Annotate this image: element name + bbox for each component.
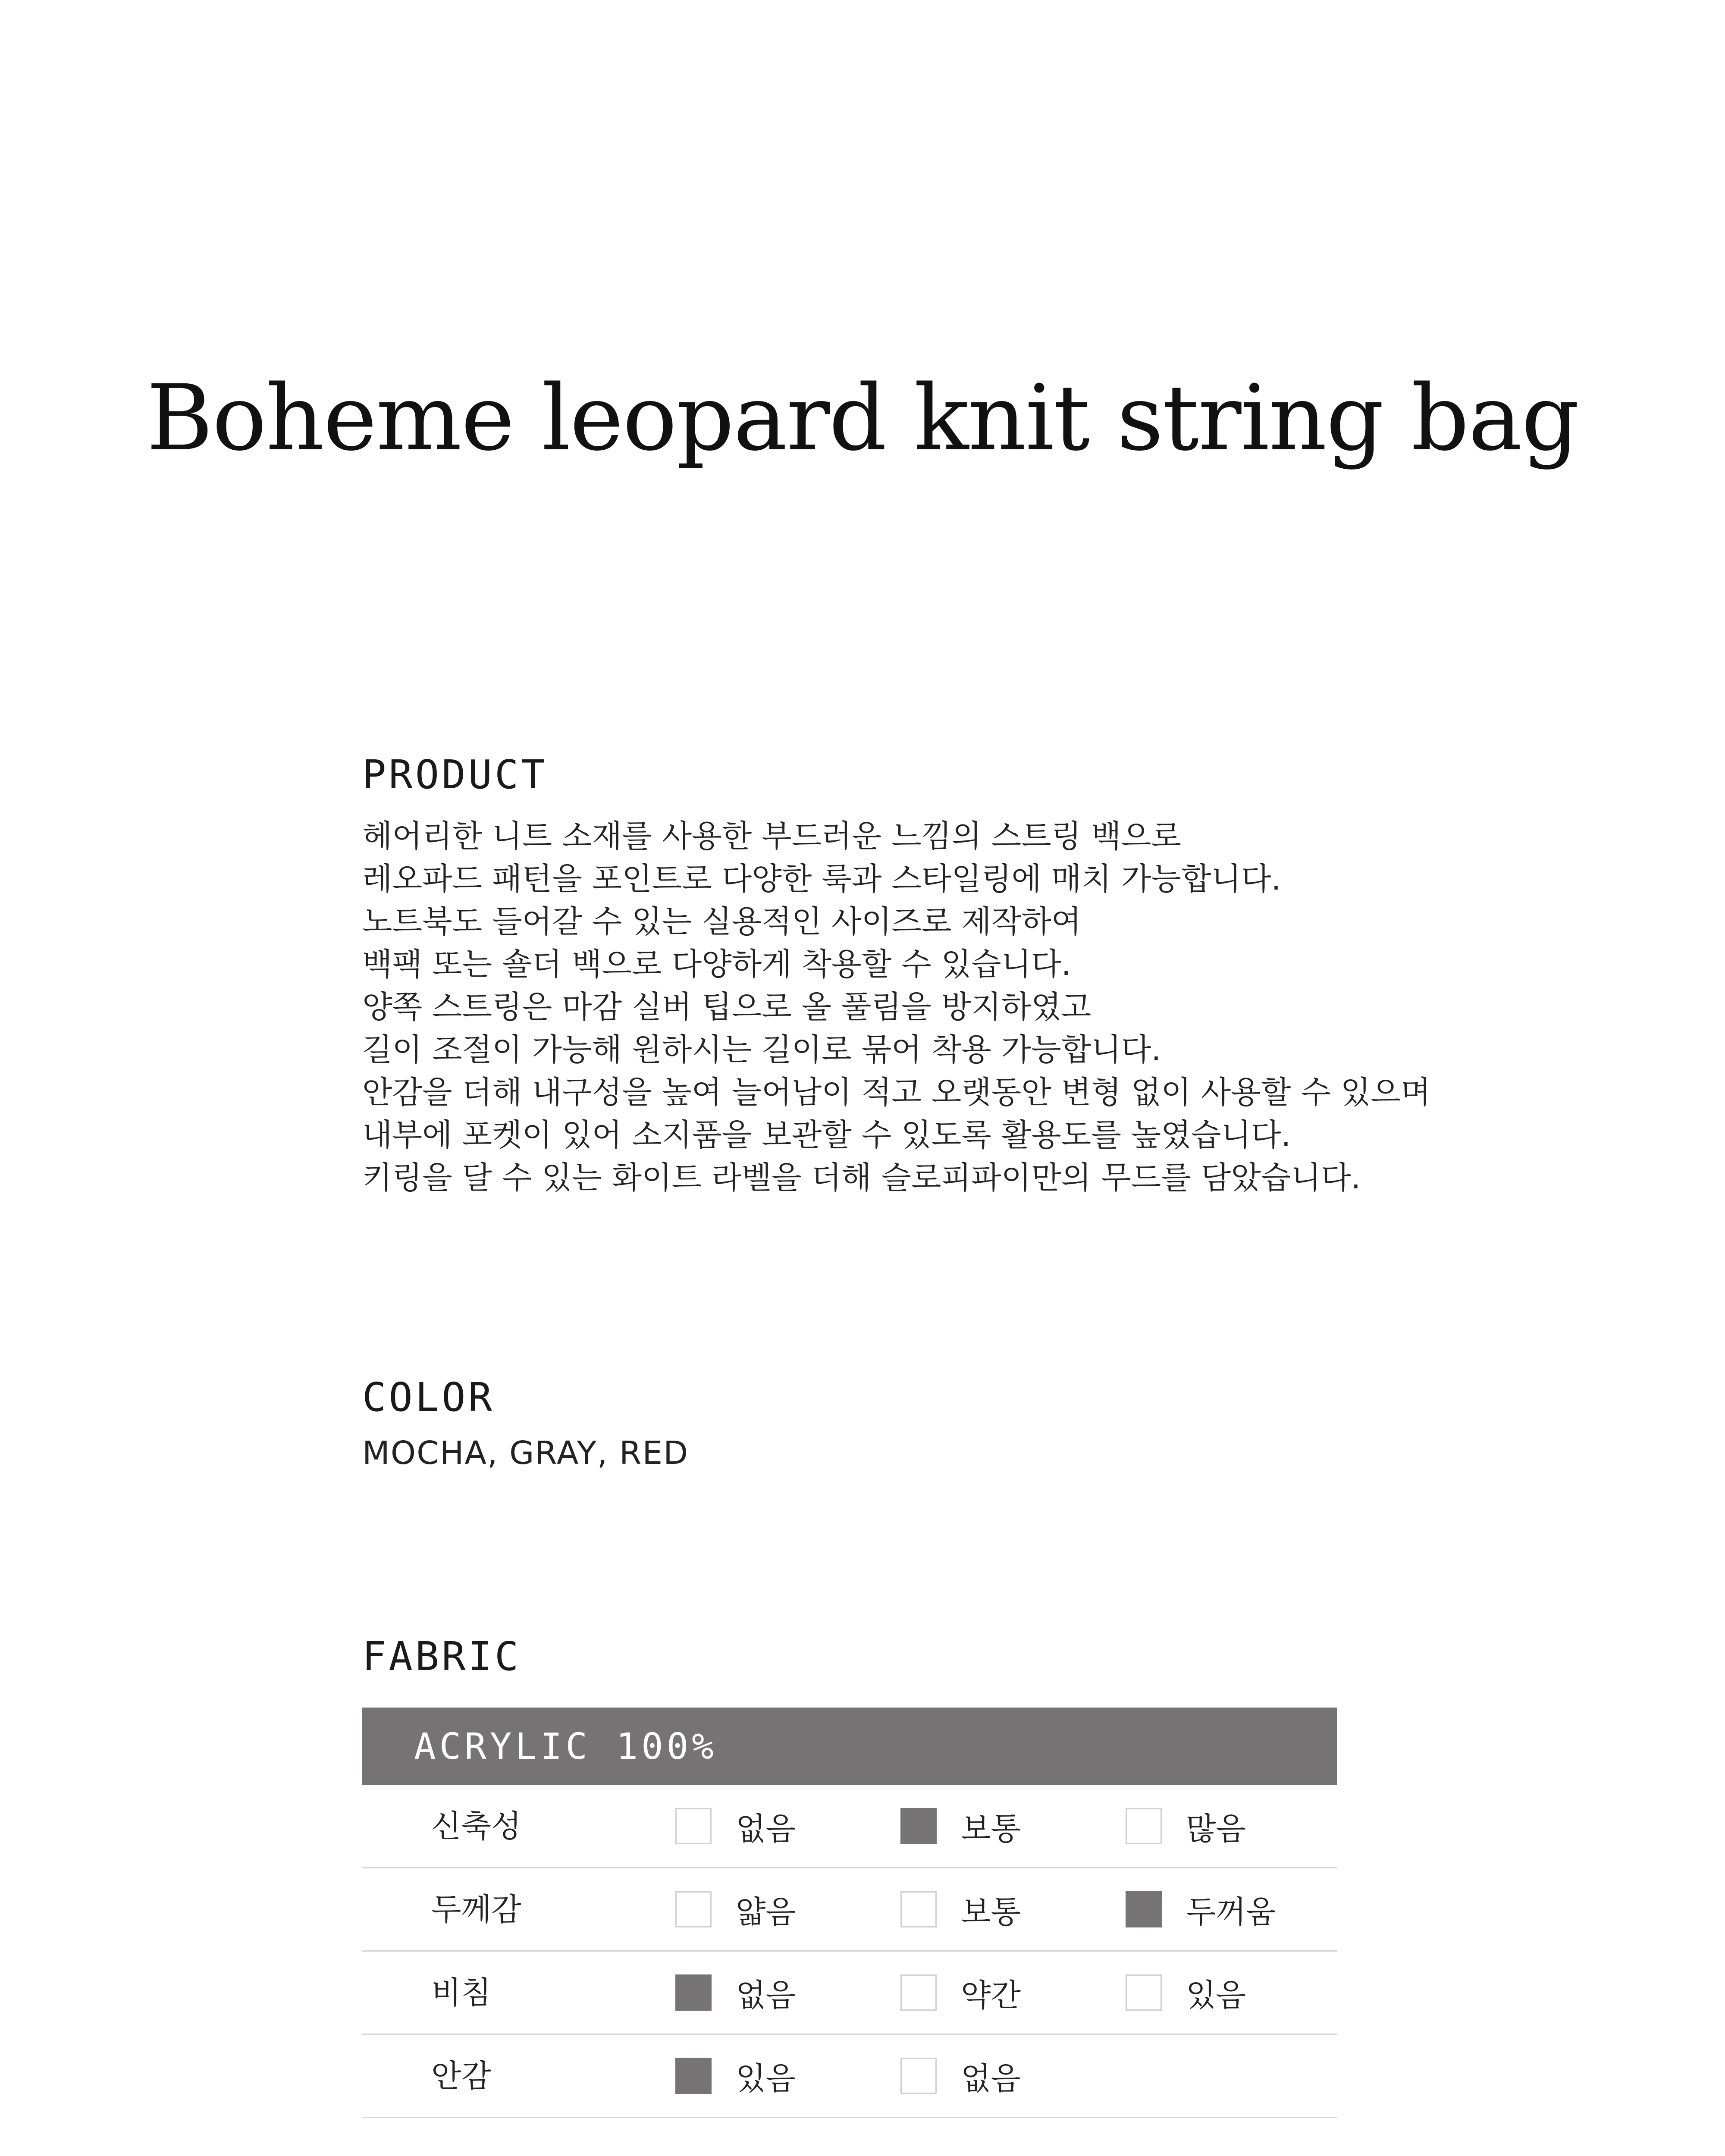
option — [675, 2035, 796, 2117]
checkbox — [1126, 1808, 1162, 1844]
option — [675, 1952, 796, 2034]
checkbox — [900, 1891, 937, 1927]
option-label: 있음 — [736, 2060, 796, 2096]
fabric-row-sheerness — [362, 1952, 1337, 2035]
checkbox — [675, 2058, 712, 2094]
option-label: 없음 — [736, 1811, 796, 1847]
description-line: 헤어리한 니트 소재를 사용한 부드러운 느낌의 스트링 백으로 — [362, 818, 1182, 854]
color-options: MOCHA, GRAY, RED — [362, 1435, 689, 1472]
fabric-composition: ACRYLIC 100% — [362, 1708, 1337, 1785]
checkbox — [900, 1974, 937, 2011]
color-heading: COLOR — [362, 1374, 495, 1420]
fabric-heading: FABRIC — [362, 1633, 521, 1680]
option-label: 있음 — [1186, 1977, 1246, 2013]
option-label: 얇음 — [736, 1894, 796, 1930]
description-line: 키링을 달 수 있는 화이트 라벨을 더해 슬로피파이만의 무드를 담았습니다. — [362, 1159, 1361, 1196]
description-line: 레오파드 패턴을 포인트로 다양한 룩과 스타일링에 매치 가능합니다. — [362, 861, 1281, 897]
fabric-table — [362, 1708, 1337, 2118]
option — [900, 1785, 1021, 1867]
checkbox — [675, 1974, 712, 2011]
option-label: 없음 — [736, 1977, 796, 2013]
option — [675, 1785, 796, 1867]
option-label: 보통 — [961, 1894, 1021, 1930]
option-label: 두꺼움 — [1186, 1894, 1276, 1930]
description-line: 노트북도 들어갈 수 있는 실용적인 사이즈로 제작하여 — [362, 903, 1082, 940]
option — [1126, 1868, 1276, 1950]
description-line: 양쪽 스트링은 마감 실버 팁으로 올 풀림을 방지하였고 — [362, 989, 1091, 1025]
description-line: 백팩 또는 숄더 백으로 다양하게 착용할 수 있습니다. — [362, 946, 1071, 982]
row-label: 두께감 — [431, 1891, 521, 1927]
option-label: 보통 — [961, 1811, 1021, 1847]
checkbox — [900, 1808, 937, 1844]
option — [1126, 1952, 1246, 2034]
product-heading: PRODUCT — [362, 752, 548, 798]
product-title: Boheme leopard knit string bag — [146, 365, 1579, 471]
row-label: 안감 — [431, 2058, 492, 2094]
checkbox — [900, 2058, 937, 2094]
row-label: 신축성 — [431, 1808, 521, 1844]
checkbox — [1126, 1974, 1162, 2011]
option-label: 많음 — [1186, 1811, 1246, 1847]
option — [1126, 1785, 1246, 1867]
description-line: 안감을 더해 내구성을 높여 늘어남이 적고 오랫동안 변형 없이 사용할 수 있으며 — [362, 1074, 1431, 1110]
option — [900, 2035, 1021, 2117]
option — [675, 1868, 796, 1950]
option-label: 없음 — [961, 2060, 1021, 2096]
description-line: 길이 조절이 가능해 원하시는 길이로 묶어 착용 가능합니다. — [362, 1031, 1161, 1068]
fabric-row-lining — [362, 2035, 1337, 2118]
description-line: 내부에 포켓이 있어 소지품을 보관할 수 있도록 활용도를 높였습니다. — [362, 1117, 1291, 1153]
checkbox — [1126, 1891, 1162, 1927]
option — [900, 1952, 1021, 2034]
option-label: 약간 — [961, 1977, 1021, 2013]
option — [900, 1868, 1021, 1950]
fabric-row-stretch — [362, 1785, 1337, 1868]
product-description — [362, 815, 1656, 1199]
fabric-row-thickness — [362, 1868, 1337, 1952]
row-label: 비침 — [431, 1974, 492, 2011]
checkbox — [675, 1808, 712, 1844]
checkbox — [675, 1891, 712, 1927]
